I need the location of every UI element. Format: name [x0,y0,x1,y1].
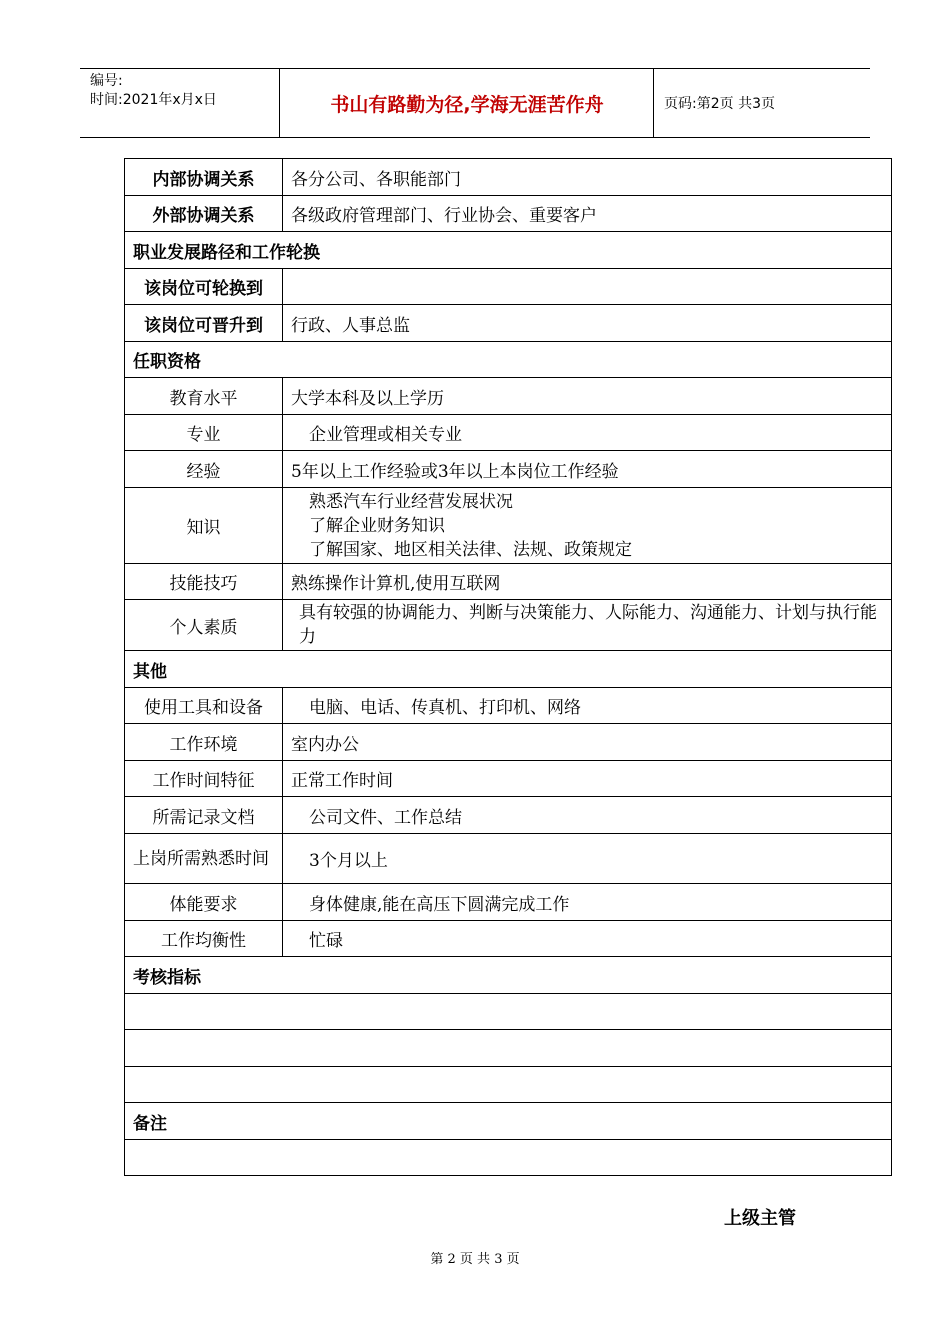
kpi-section-heading: 考核指标 [125,957,892,994]
skills-label: 技能技巧 [125,564,283,600]
documents-label: 所需记录文档 [125,797,283,834]
table-row [125,1067,892,1103]
table-row [125,1030,892,1067]
table-row [125,761,892,797]
table-row [125,834,892,884]
other-section-heading: 其他 [125,651,892,688]
rotation-label: 该岗位可轮换到 [125,269,283,305]
table-row [125,378,892,415]
quality-value: 具有较强的协调能力、判断与决策能力、人际能力、沟通能力、计划与执行能力 [283,600,892,651]
promotion-value: 行政、人事总监 [283,305,892,342]
document-time-label: 时间:2021年x月x日 [90,92,217,108]
tools-value: 电脑、电话、传真机、打印机、网络 [283,688,892,724]
table-row [125,797,892,834]
page-header [80,68,870,138]
familiarization-label: 上岗所需熟悉时间 [125,834,283,884]
table-row [125,884,892,921]
table-row [125,415,892,451]
table-row [125,305,892,342]
promotion-label: 该岗位可晋升到 [125,305,283,342]
table-row [125,651,892,688]
kpi-blank-row [125,994,892,1030]
table-row [125,724,892,761]
table-row [125,921,892,957]
work-time-label: 工作时间特征 [125,761,283,797]
balance-value: 忙碌 [283,921,892,957]
quality-label: 个人素质 [125,600,283,651]
header-page-info: 页码:第2页 共3页 [664,96,775,112]
kpi-blank-row [125,1030,892,1067]
table-row [125,342,892,378]
qualification-section-heading: 任职资格 [125,342,892,378]
career-section-heading: 职业发展路径和工作轮换 [125,232,892,269]
rotation-value [283,269,892,305]
remark-blank-row [125,1140,892,1176]
document-number-label: 编号: [90,73,123,89]
table-row [125,564,892,600]
experience-value: 5年以上工作经验或3年以上本岗位工作经验 [283,451,892,488]
table-row [125,269,892,305]
remark-section-heading: 备注 [125,1103,892,1140]
knowledge-item: 熟悉汽车行业经营发展状况 [309,491,513,512]
tools-label: 使用工具和设备 [125,688,283,724]
table-row [125,600,892,651]
major-value: 企业管理或相关专业 [283,415,892,451]
supervisor-signature-label: 上级主管 [724,1208,796,1229]
experience-label: 经验 [125,451,283,488]
table-row [125,1103,892,1140]
page-footer: 第 2 页 共 3 页 [430,1252,520,1267]
table-row [125,688,892,724]
physical-value: 身体健康,能在高压下圆满完成工作 [283,884,892,921]
header-meta [80,69,280,137]
education-value: 大学本科及以上学历 [283,378,892,415]
knowledge-label: 知识 [125,488,283,564]
kpi-blank-row [125,1067,892,1103]
table-row [125,957,892,994]
knowledge-item: 了解国家、地区相关法律、法规、政策规定 [309,539,632,560]
table-row [125,994,892,1030]
external-coordination-label: 外部协调关系 [125,196,283,232]
physical-label: 体能要求 [125,884,283,921]
major-label: 专业 [125,415,283,451]
knowledge-item: 了解企业财务知识 [309,515,445,536]
job-description-table [124,158,892,1176]
external-coordination-value: 各级政府管理部门、行业协会、重要客户 [283,196,892,232]
table-row [125,451,892,488]
table-row [125,196,892,232]
familiarization-value: 3个月以上 [283,834,892,884]
internal-coordination-value: 各分公司、各职能部门 [283,159,892,196]
documents-value: 公司文件、工作总结 [283,797,892,834]
skills-value: 熟练操作计算机,使用互联网 [283,564,892,600]
knowledge-value [283,488,892,564]
work-time-value: 正常工作时间 [283,761,892,797]
table-row [125,1140,892,1176]
environment-label: 工作环境 [125,724,283,761]
environment-value: 室内办公 [283,724,892,761]
table-row [125,232,892,269]
header-motto: 书山有路勤为径,学海无涯苦作舟 [281,69,654,137]
internal-coordination-label: 内部协调关系 [125,159,283,196]
table-row [125,159,892,196]
balance-label: 工作均衡性 [125,921,283,957]
education-label: 教育水平 [125,378,283,415]
table-row [125,488,892,564]
